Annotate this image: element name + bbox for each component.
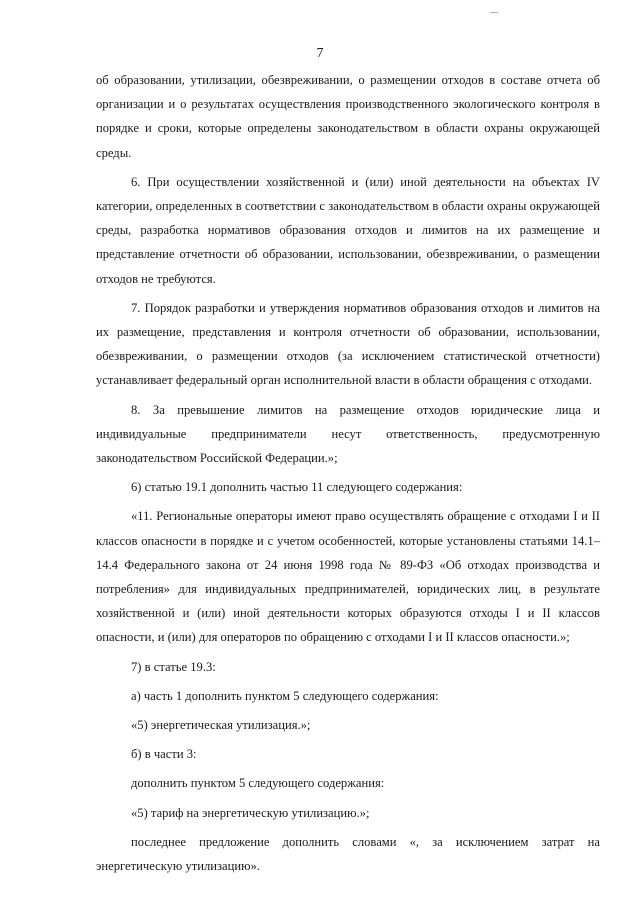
document-body (96, 68, 600, 878)
paragraph-continuation: об образовании, утилизации, обезвреживании, о размещении отходов в составе отчета об организации и о результатах осуществления производственного экологического контроля в порядке и сроки, которые определены законодательством в области охраны окружающей среды. (96, 73, 600, 160)
paragraph-amendment-7: 7) в статье 19.3: (131, 659, 216, 674)
paragraph-part-11: «11. Региональные операторы имеют право осуществлять обращение с отходами I и II классов опасности в порядке и с учетом особенностей, которые установлены статьями 14.1–14.4 Федерального закона от 24 июня 1998 года № 89-ФЗ «Об отходах производства и потребления» для индивидуальных предпринимателей, юридических лиц, в результате хозяйственной и (или) иной деятельности которых образуются отходы I и II классов опасности, и (или) для операторов по обращению с отходами I и II классов опасности.»; (96, 509, 600, 645)
paragraph-item-7: 7. Порядок разработки и утверждения нормативов образования отходов и лимитов на их размещение, представления и контроля отчетности об образовании, использовании, обезвреживании, о размещении отходов (за исключением статистической отчетности) устанавливает федеральный орган исполнительной власти в области обращения с отходами. (96, 300, 600, 388)
paragraph-item-8: 8. За превышение лимитов на размещение отходов юридические лица и индивидуальные предприниматели несут ответственность, предусмотренную законодательством Российской Федерации.»; (96, 402, 600, 466)
paragraph-last-sentence: последнее предложение дополнить словами «, за исключением затрат на энергетическую утилизацию». (96, 834, 600, 874)
paragraph-subitem-b: б) в части 3: (131, 747, 197, 762)
paragraph-point-5-energy: «5) энергетическая утилизация.»; (131, 718, 311, 733)
scan-mark (490, 12, 498, 13)
paragraph-item-6: 6. При осуществлении хозяйственной и (или) иной деятельности на объектах IV категории, определенных в соответствии с законодательством в области охраны окружающей среды, разработка нормативов образования отходов и лимитов на их размещение и представление отчетности об образовании, использовании, обезвреживании, о размещении отходов не требуются. (96, 174, 600, 286)
paragraph-add-point-5: дополнить пунктом 5 следующего содержания: (131, 776, 385, 791)
page-number: 7 (316, 46, 324, 61)
paragraph-point-5-tariff: «5) тариф на энергетическую утилизацию.»; (131, 805, 370, 820)
paragraph-subitem-a: а) часть 1 дополнить пунктом 5 следующего содержания: (131, 688, 439, 703)
paragraph-amendment-6: 6) статью 19.1 дополнить частью 11 следующего содержания: (131, 480, 463, 495)
